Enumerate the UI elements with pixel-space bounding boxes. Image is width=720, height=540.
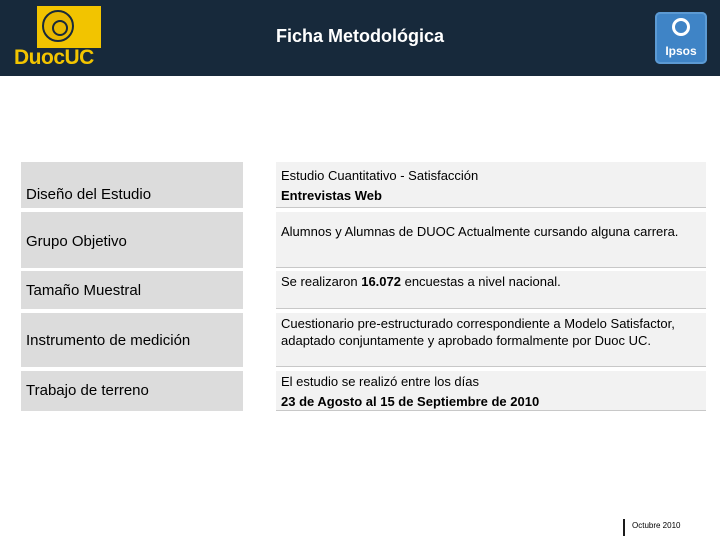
row-value-grupo <box>276 212 706 268</box>
sample-size-value: 16.072 <box>361 274 401 289</box>
row-label-diseno <box>21 162 243 208</box>
row-value-text: Se realizaron <box>281 274 362 289</box>
row-label-tamano <box>21 271 243 309</box>
row-label-trabajo <box>21 371 243 411</box>
footer-divider <box>623 519 625 536</box>
row-value-line-bold: Entrevistas Web <box>281 188 382 203</box>
row-value-diseno <box>276 162 706 208</box>
header-bar <box>0 0 720 76</box>
row-value-tamano <box>276 271 706 309</box>
row-value-line-bold: 23 de Agosto al 15 de Septiembre de 2010 <box>281 394 540 409</box>
row-label-grupo <box>21 212 243 268</box>
row-value-trabajo <box>276 371 706 411</box>
row-value-instrumento <box>276 313 706 367</box>
row-label-text: Trabajo de terreno <box>26 382 149 399</box>
row-label-text: Instrumento de medición <box>26 332 191 349</box>
row-value-text: encuestas a nivel nacional. <box>400 274 561 289</box>
row-label-text: Tamaño Muestral <box>26 282 142 299</box>
ipsos-logo-text: Ipsos <box>665 44 697 58</box>
row-value-text: Alumnos y Alumnas de DUOC Actualmente cursando alguna carrera. <box>281 224 679 239</box>
row-label-text: Diseño del Estudio <box>26 186 152 203</box>
row-value-line: El estudio se realizó entre los días <box>281 374 479 389</box>
ipsos-mark-icon <box>672 18 690 36</box>
page-title: Ficha Metodológica <box>275 26 444 46</box>
ipsos-logo <box>655 12 707 64</box>
row-label-text: Grupo Objetivo <box>26 233 127 250</box>
row-value-text: Cuestionario pre-estructurado correspondiente a Modelo Satisfactor, adaptado conjuntamente y aprobado formalmente por Duoc UC. <box>281 316 675 348</box>
row-value-line: Estudio Cuantitativo - Satisfacción <box>281 168 479 183</box>
row-label-instrumento <box>21 313 243 367</box>
footer-date: Octubre 2010 <box>632 521 681 530</box>
duoc-logo-text: DuocUC <box>14 46 94 69</box>
